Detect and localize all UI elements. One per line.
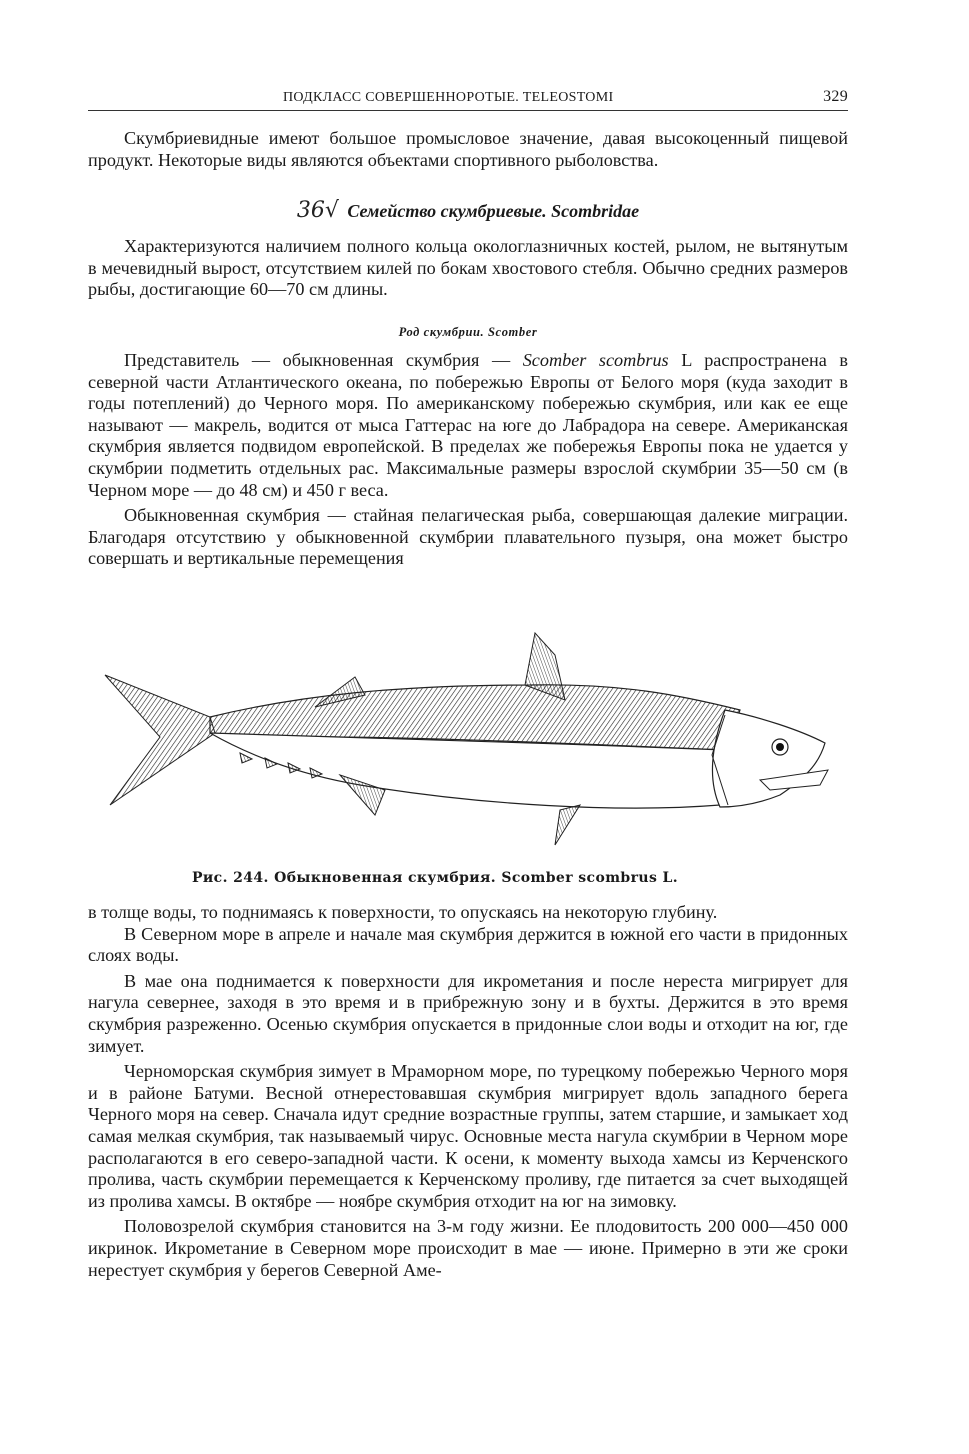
fish-head bbox=[712, 710, 825, 807]
paragraph-text: L распространена в северной части Атлантического океана, по побережью Европы от Белого моря (куда заходит в годы потеплений) до Черного моря. По американскому побережью скумбрия, или как ее еще называют — макрель, водится от мыса Гаттерас на юге до Лабрадора на севере. Американская скумбрия является подвидом европейской. В пределах же побережья Европы пока не удается у скумбрии подметить отдельных рас. Максимальные размеры взрослой скумбрии 35—50 см (в Черном море — до 48 см) и 450 г веса. bbox=[88, 350, 848, 500]
family-heading bbox=[88, 198, 848, 223]
paragraph: В Северном море в апреле и начале мая скумбрия держится в южной его части в придонных слоях воды. bbox=[88, 923, 848, 966]
paragraph: в толще воды, то поднимаясь к поверхности, то опускаясь на некоторую глубину. bbox=[88, 902, 718, 922]
running-title: ПОДКЛАСС СОВЕРШЕННОРОТЫЕ. TELEOSTOMI bbox=[283, 90, 614, 105]
family-description bbox=[88, 236, 848, 301]
family-description-text: Характеризуются наличием полного кольца окологлазничных костей, рылом, не вытянутым в мечевидный вырост, отсутствием килей по бокам хвостового стебля. Обычно средних размеров рыбы, достигающие 60—70 см длины. bbox=[88, 236, 848, 300]
paragraph-text: Представитель — обыкновенная скумбрия — bbox=[124, 350, 523, 370]
running-head bbox=[88, 88, 848, 111]
tail-fin bbox=[105, 675, 215, 805]
paragraph bbox=[88, 350, 848, 501]
paragraph: Половозрелой скумбрия становится на 3-м году жизни. Ее плодовитость 200 000—450 000 икринок. Икрометание в Северном море происходит в мае — июне. Примерно в эти же сроки нерестует скумбрия у берегов Северной Аме- bbox=[88, 1216, 848, 1280]
family-title: Семейство скумбриевые. Scombridae bbox=[347, 201, 640, 221]
paragraph-text: Обыкновенная скумбрия — стайная пелагическая рыба, совершающая далекие миграции. Благодаря отсутствию у обыкновенной скумбрии плавательного пузыря, она может быстро совершать и вертикальные перемещения bbox=[88, 505, 848, 569]
handwritten-note: 36√ bbox=[296, 198, 339, 223]
paragraph: В мае она поднимается к поверхности для икрометания и после нереста мигрирует для нагула севернее, заходя в это время и в прибрежную зону и в бухты. Держится в это время скумбрия разреженно. Осенью скумбрия опускается в придонные слои воды и отходит на юг, где зимует. bbox=[88, 970, 848, 1056]
intro-paragraph bbox=[88, 128, 848, 171]
intro-text: Скумбриевидные имеют большое промысловое значение, давая высокоценный пищевой продукт. Некоторые виды являются объектами спортивного рыболовства. bbox=[88, 128, 848, 170]
genus-heading: Род скумбрии. Scomber bbox=[398, 325, 538, 339]
paragraph bbox=[88, 505, 848, 570]
section-after-figure bbox=[88, 902, 848, 1281]
species-name: Scomber scombrus bbox=[522, 350, 669, 370]
paragraph: Черноморская скумбрия зимует в Мраморном море, по турецкому побережью Черного моря и в районе Батуми. Весной отнерестовавшая скумбрия мигрирует вдоль западного берега Черного моря на север. Сначала идут средние возрастные группы, затем старшие, и замыкает ход самая мелкая скумбрия, так называемый чирус. Основные места нагула скумбрии в Черном море располагаются в его северо-западной части. К осени, к моменту выхода хамсы из Керченского пролива, часть скумбрии перемещается к Керченскому проливу, где питается за счет выходящей из пролива хамсы. В октябре — ноябре скумбрия отходит на юг на зимовку. bbox=[88, 1061, 848, 1211]
pelvic-fin bbox=[555, 805, 580, 845]
mackerel-illustration bbox=[100, 625, 840, 860]
section-before-figure bbox=[88, 350, 848, 570]
figure-caption: Рис. 244. Обыкновенная скумбрия. Scomber scombrus L. bbox=[191, 870, 679, 886]
fish-figure bbox=[100, 625, 840, 860]
page-number: 329 bbox=[823, 88, 848, 105]
